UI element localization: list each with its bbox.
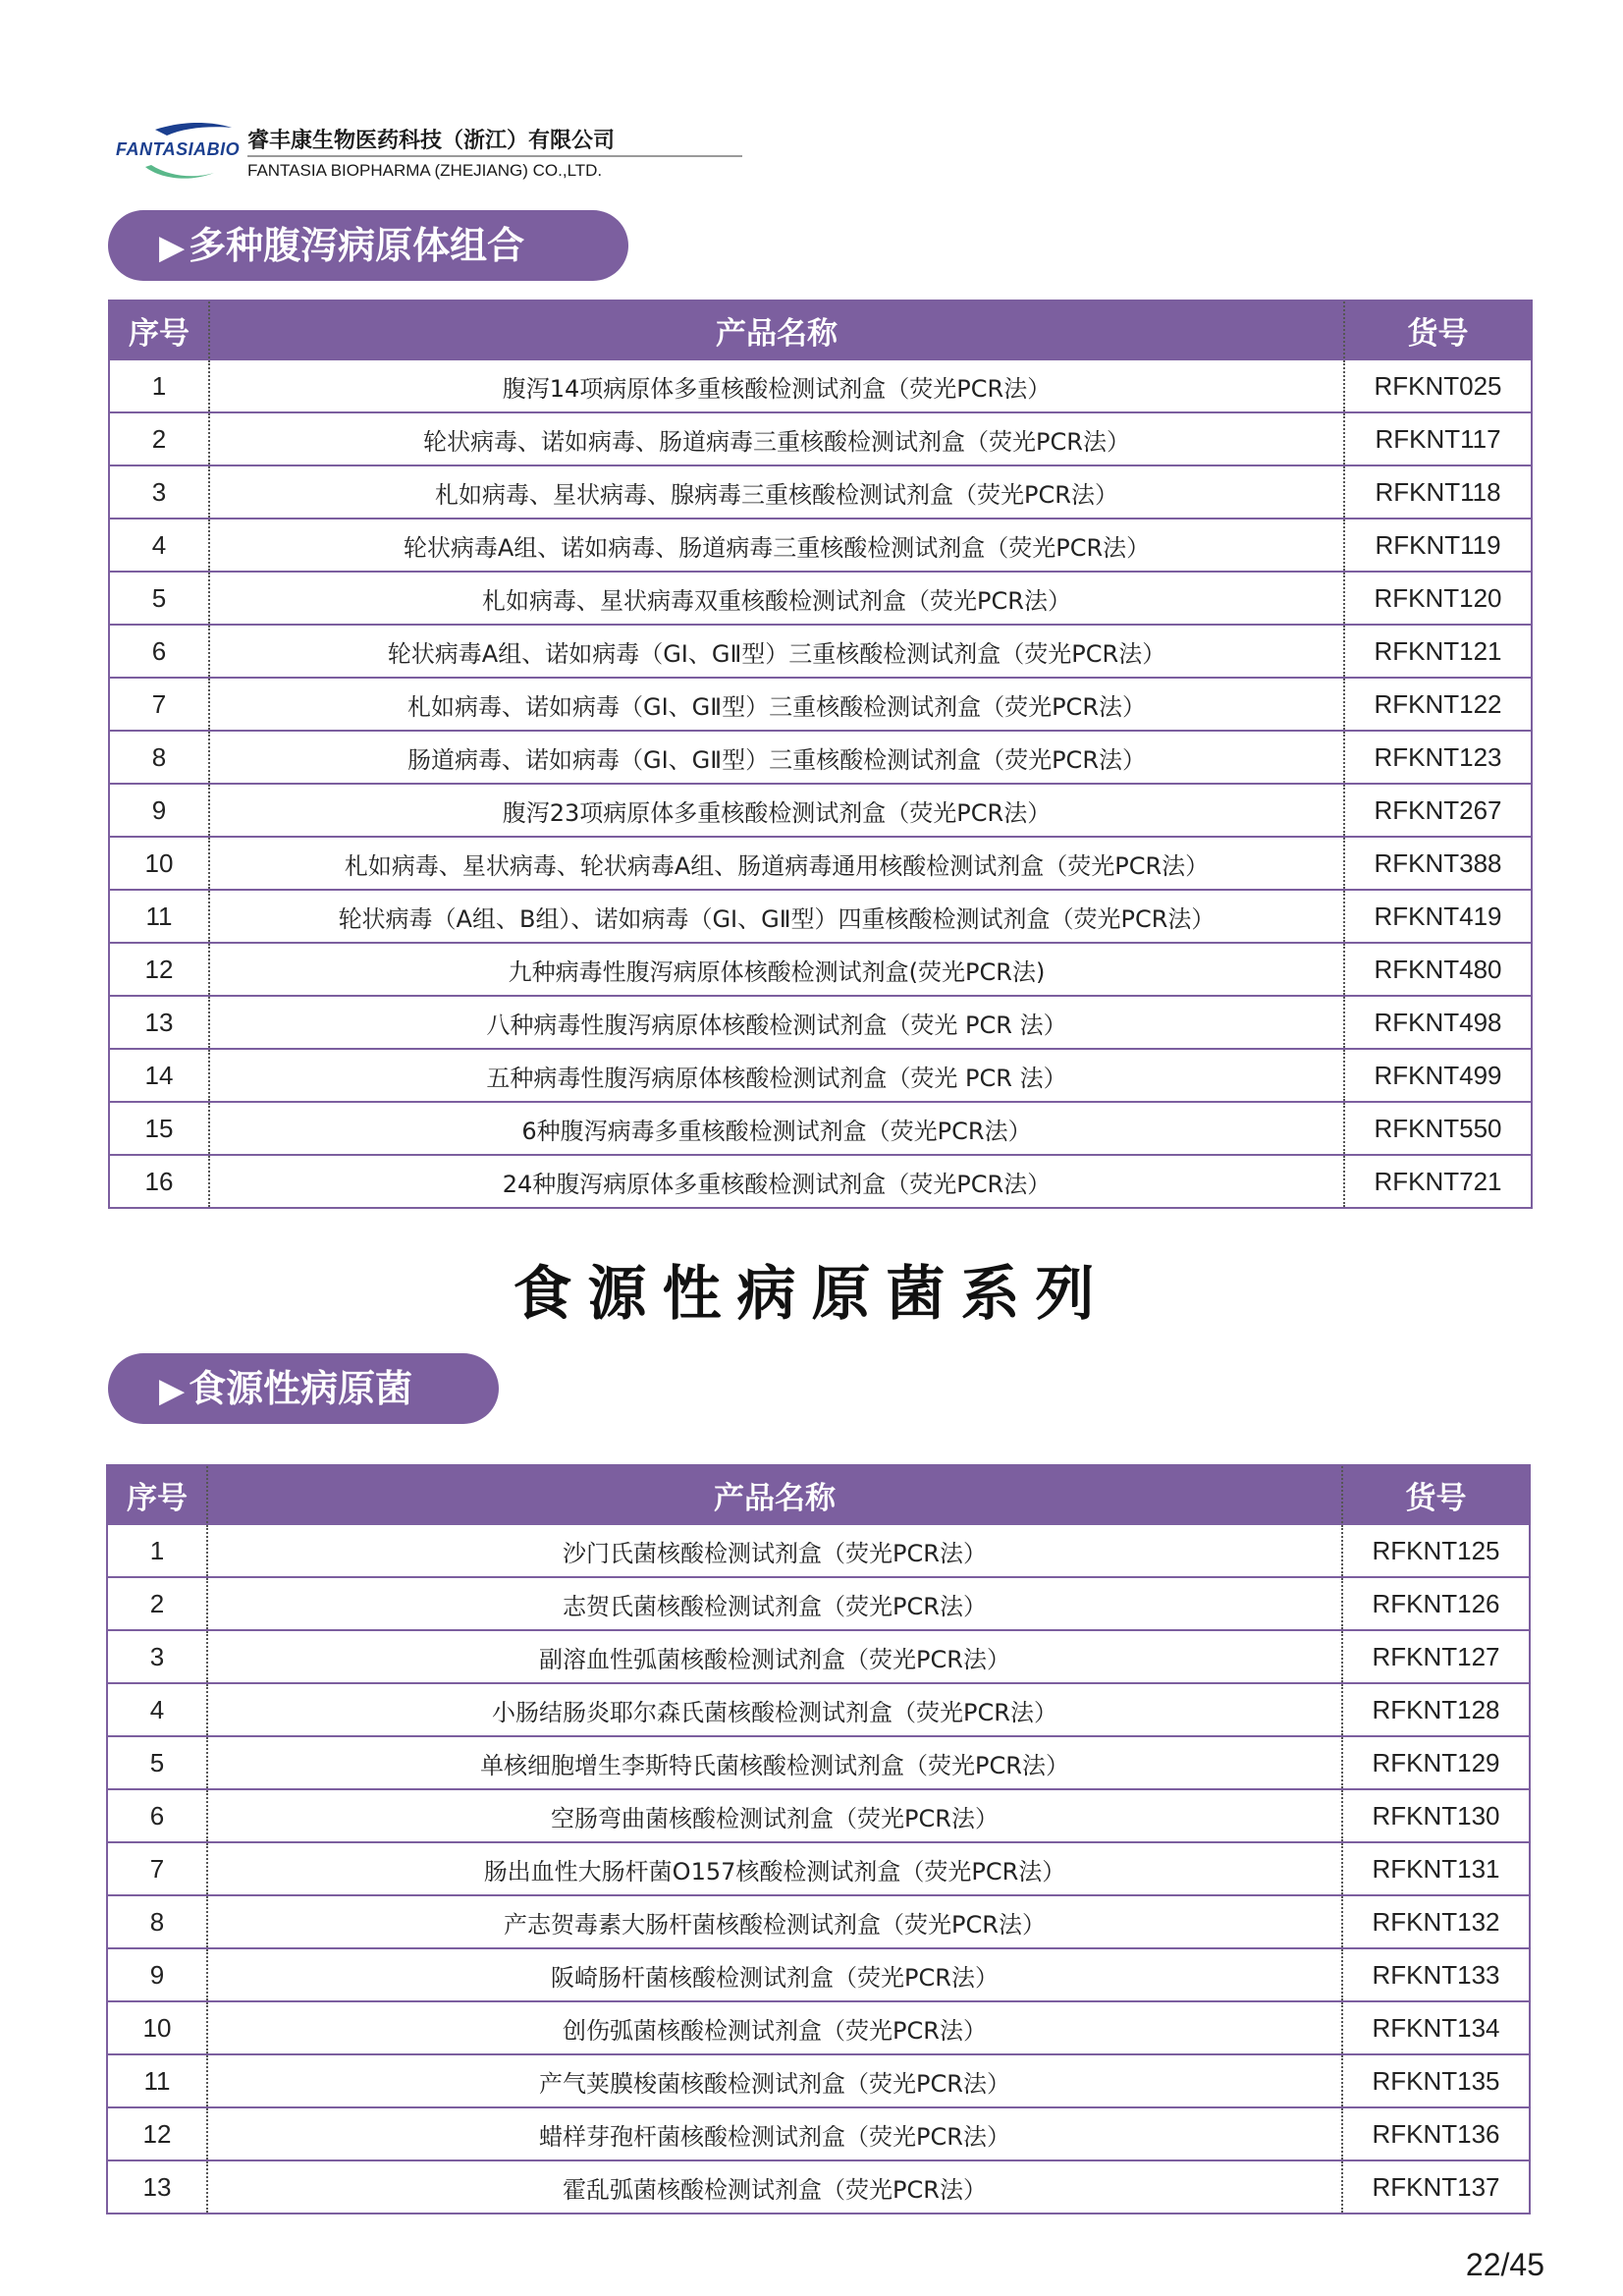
table-row bbox=[107, 2160, 1530, 2214]
play-arrow-icon: ▶ bbox=[159, 228, 186, 267]
table-row bbox=[107, 1789, 1530, 1842]
row-number: 13 bbox=[109, 996, 209, 1049]
table-row bbox=[109, 412, 1532, 465]
product-code: RFKNT127 bbox=[1342, 1630, 1530, 1683]
product-code: RFKNT119 bbox=[1344, 519, 1532, 572]
product-code: RFKNT388 bbox=[1344, 837, 1532, 890]
table-row bbox=[107, 2054, 1530, 2107]
product-name: 轮状病毒A组、诺如病毒、肠道病毒三重核酸检测试剂盒（荧光PCR法） bbox=[209, 519, 1344, 572]
row-number: 10 bbox=[109, 837, 209, 890]
table-row bbox=[107, 1630, 1530, 1683]
product-code: RFKNT126 bbox=[1342, 1577, 1530, 1630]
row-number: 11 bbox=[107, 2054, 207, 2107]
product-code: RFKNT025 bbox=[1344, 359, 1532, 412]
product-name: 空肠弯曲菌核酸检测试剂盒（荧光PCR法） bbox=[207, 1789, 1342, 1842]
product-code: RFKNT498 bbox=[1344, 996, 1532, 1049]
product-name: 札如病毒、星状病毒双重核酸检测试剂盒（荧光PCR法） bbox=[209, 572, 1344, 625]
table-row bbox=[109, 1102, 1532, 1155]
table-row bbox=[107, 1524, 1530, 1577]
product-name: 24种腹泻病原体多重核酸检测试剂盒（荧光PCR法） bbox=[209, 1155, 1344, 1208]
table-row bbox=[109, 1155, 1532, 1208]
section-pill-label: 多种腹泻病原体组合 bbox=[189, 224, 525, 267]
product-name: 轮状病毒A组、诺如病毒（GⅠ、GⅡ型）三重核酸检测试剂盒（荧光PCR法） bbox=[209, 625, 1344, 678]
product-table-diarrhea bbox=[108, 300, 1533, 1209]
row-number: 6 bbox=[107, 1789, 207, 1842]
header-name: 产品名称 bbox=[209, 301, 1344, 359]
row-number: 6 bbox=[109, 625, 209, 678]
table-row bbox=[109, 784, 1532, 837]
row-number: 7 bbox=[107, 1842, 207, 1895]
row-number: 11 bbox=[109, 890, 209, 943]
row-number: 13 bbox=[107, 2160, 207, 2214]
row-number: 14 bbox=[109, 1049, 209, 1102]
header-code: 货号 bbox=[1344, 301, 1532, 359]
table-row bbox=[109, 678, 1532, 731]
product-code: RFKNT120 bbox=[1344, 572, 1532, 625]
section-pill-label: 食源性病原菌 bbox=[189, 1367, 413, 1410]
product-name: 八种病毒性腹泻病原体核酸检测试剂盒（荧光 PCR 法） bbox=[209, 996, 1344, 1049]
row-number: 9 bbox=[109, 784, 209, 837]
product-name: 肠出血性大肠杆菌O157核酸检测试剂盒（荧光PCR法） bbox=[207, 1842, 1342, 1895]
row-number: 9 bbox=[107, 1948, 207, 2001]
product-code: RFKNT136 bbox=[1342, 2107, 1530, 2160]
product-name: 腹泻23项病原体多重核酸检测试剂盒（荧光PCR法） bbox=[209, 784, 1344, 837]
product-code: RFKNT128 bbox=[1342, 1683, 1530, 1736]
table-row bbox=[107, 1577, 1530, 1630]
product-name: 五种病毒性腹泻病原体核酸检测试剂盒（荧光 PCR 法） bbox=[209, 1049, 1344, 1102]
product-name: 蜡样芽孢杆菌核酸检测试剂盒（荧光PCR法） bbox=[207, 2107, 1342, 2160]
company-name-cn: 睿丰康生物医药科技（浙江）有限公司 bbox=[247, 129, 616, 153]
table-header-row bbox=[109, 301, 1532, 359]
product-name: 九种病毒性腹泻病原体核酸检测试剂盒(荧光PCR法) bbox=[209, 943, 1344, 996]
row-number: 12 bbox=[107, 2107, 207, 2160]
product-code: RFKNT499 bbox=[1344, 1049, 1532, 1102]
table-row bbox=[109, 943, 1532, 996]
product-code: RFKNT117 bbox=[1344, 412, 1532, 465]
product-code: RFKNT267 bbox=[1344, 784, 1532, 837]
table-row bbox=[109, 625, 1532, 678]
product-code: RFKNT721 bbox=[1344, 1155, 1532, 1208]
product-code: RFKNT133 bbox=[1342, 1948, 1530, 2001]
header-no: 序号 bbox=[109, 301, 209, 359]
table-row bbox=[107, 2001, 1530, 2054]
header-no: 序号 bbox=[107, 1465, 207, 1524]
table-row bbox=[109, 465, 1532, 519]
row-number: 1 bbox=[107, 1524, 207, 1577]
product-name: 札如病毒、星状病毒、轮状病毒A组、肠道病毒通用核酸检测试剂盒（荧光PCR法） bbox=[209, 837, 1344, 890]
section-title: 食源性病原菌系列 bbox=[513, 1260, 1110, 1329]
row-number: 7 bbox=[109, 678, 209, 731]
row-number: 10 bbox=[107, 2001, 207, 2054]
table-row bbox=[109, 572, 1532, 625]
product-name: 6种腹泻病毒多重核酸检测试剂盒（荧光PCR法） bbox=[209, 1102, 1344, 1155]
table-row bbox=[109, 1049, 1532, 1102]
product-name: 创伤弧菌核酸检测试剂盒（荧光PCR法） bbox=[207, 2001, 1342, 2054]
product-code: RFKNT132 bbox=[1342, 1895, 1530, 1948]
table-row bbox=[107, 1736, 1530, 1789]
header-code: 货号 bbox=[1342, 1465, 1530, 1524]
product-name: 小肠结肠炎耶尔森氏菌核酸检测试剂盒（荧光PCR法） bbox=[207, 1683, 1342, 1736]
product-name: 副溶血性弧菌核酸检测试剂盒（荧光PCR法） bbox=[207, 1630, 1342, 1683]
product-name: 肠道病毒、诺如病毒（GⅠ、GⅡ型）三重核酸检测试剂盒（荧光PCR法） bbox=[209, 731, 1344, 784]
row-number: 2 bbox=[109, 412, 209, 465]
product-name: 札如病毒、星状病毒、腺病毒三重核酸检测试剂盒（荧光PCR法） bbox=[209, 465, 1344, 519]
product-code: RFKNT134 bbox=[1342, 2001, 1530, 2054]
table-row bbox=[109, 996, 1532, 1049]
row-number: 8 bbox=[109, 731, 209, 784]
product-code: RFKNT550 bbox=[1344, 1102, 1532, 1155]
product-name: 轮状病毒、诺如病毒、肠道病毒三重核酸检测试剂盒（荧光PCR法） bbox=[209, 412, 1344, 465]
page-number: 22/45 bbox=[1465, 2247, 1544, 2282]
product-code: RFKNT131 bbox=[1342, 1842, 1530, 1895]
table-row bbox=[107, 1842, 1530, 1895]
row-number: 3 bbox=[107, 1630, 207, 1683]
row-number: 15 bbox=[109, 1102, 209, 1155]
product-name: 腹泻14项病原体多重核酸检测试剂盒（荧光PCR法） bbox=[209, 359, 1344, 412]
company-name-en: FANTASIA BIOPHARMA (ZHEJIANG) CO.,LTD. bbox=[247, 161, 603, 180]
section-pill-foodborne bbox=[108, 1353, 499, 1424]
table-row bbox=[107, 1895, 1530, 1948]
header-name: 产品名称 bbox=[207, 1465, 1342, 1524]
product-name: 沙门氏菌核酸检测试剂盒（荧光PCR法） bbox=[207, 1524, 1342, 1577]
row-number: 2 bbox=[107, 1577, 207, 1630]
product-name: 产志贺毒素大肠杆菌核酸检测试剂盒（荧光PCR法） bbox=[207, 1895, 1342, 1948]
section-pill-diarrhea bbox=[108, 210, 628, 281]
product-name: 札如病毒、诺如病毒（GⅠ、GⅡ型）三重核酸检测试剂盒（荧光PCR法） bbox=[209, 678, 1344, 731]
table-row bbox=[107, 1948, 1530, 2001]
row-number: 8 bbox=[107, 1895, 207, 1948]
row-number: 12 bbox=[109, 943, 209, 996]
product-code: RFKNT125 bbox=[1342, 1524, 1530, 1577]
product-code: RFKNT118 bbox=[1344, 465, 1532, 519]
product-code: RFKNT480 bbox=[1344, 943, 1532, 996]
table-row bbox=[109, 359, 1532, 412]
row-number: 5 bbox=[109, 572, 209, 625]
row-number: 5 bbox=[107, 1736, 207, 1789]
product-name: 轮状病毒（A组、B组）、诺如病毒（GⅠ、GⅡ型）四重核酸检测试剂盒（荧光PCR法） bbox=[209, 890, 1344, 943]
row-number: 16 bbox=[109, 1155, 209, 1208]
product-name: 产气荚膜梭菌核酸检测试剂盒（荧光PCR法） bbox=[207, 2054, 1342, 2107]
product-code: RFKNT419 bbox=[1344, 890, 1532, 943]
header-divider bbox=[247, 155, 742, 157]
product-code: RFKNT130 bbox=[1342, 1789, 1530, 1842]
table-row bbox=[109, 731, 1532, 784]
product-name: 阪崎肠杆菌核酸检测试剂盒（荧光PCR法） bbox=[207, 1948, 1342, 2001]
table-row bbox=[109, 890, 1532, 943]
product-name: 志贺氏菌核酸检测试剂盒（荧光PCR法） bbox=[207, 1577, 1342, 1630]
table-row bbox=[107, 1683, 1530, 1736]
product-code: RFKNT123 bbox=[1344, 731, 1532, 784]
row-number: 4 bbox=[109, 519, 209, 572]
product-table-foodborne bbox=[106, 1464, 1531, 2214]
table-row bbox=[107, 2107, 1530, 2160]
play-arrow-icon: ▶ bbox=[159, 1371, 186, 1410]
table-header-row bbox=[107, 1465, 1530, 1524]
row-number: 3 bbox=[109, 465, 209, 519]
product-code: RFKNT121 bbox=[1344, 625, 1532, 678]
row-number: 4 bbox=[107, 1683, 207, 1736]
row-number: 1 bbox=[109, 359, 209, 412]
product-code: RFKNT129 bbox=[1342, 1736, 1530, 1789]
product-code: RFKNT135 bbox=[1342, 2054, 1530, 2107]
table-row bbox=[109, 837, 1532, 890]
logo-wordmark: FANTASIABIO bbox=[116, 139, 241, 159]
product-code: RFKNT137 bbox=[1342, 2160, 1530, 2214]
product-name: 霍乱弧菌核酸检测试剂盒（荧光PCR法） bbox=[207, 2160, 1342, 2214]
product-code: RFKNT122 bbox=[1344, 678, 1532, 731]
table-row bbox=[109, 519, 1532, 572]
product-name: 单核细胞增生李斯特氏菌核酸检测试剂盒（荧光PCR法） bbox=[207, 1736, 1342, 1789]
